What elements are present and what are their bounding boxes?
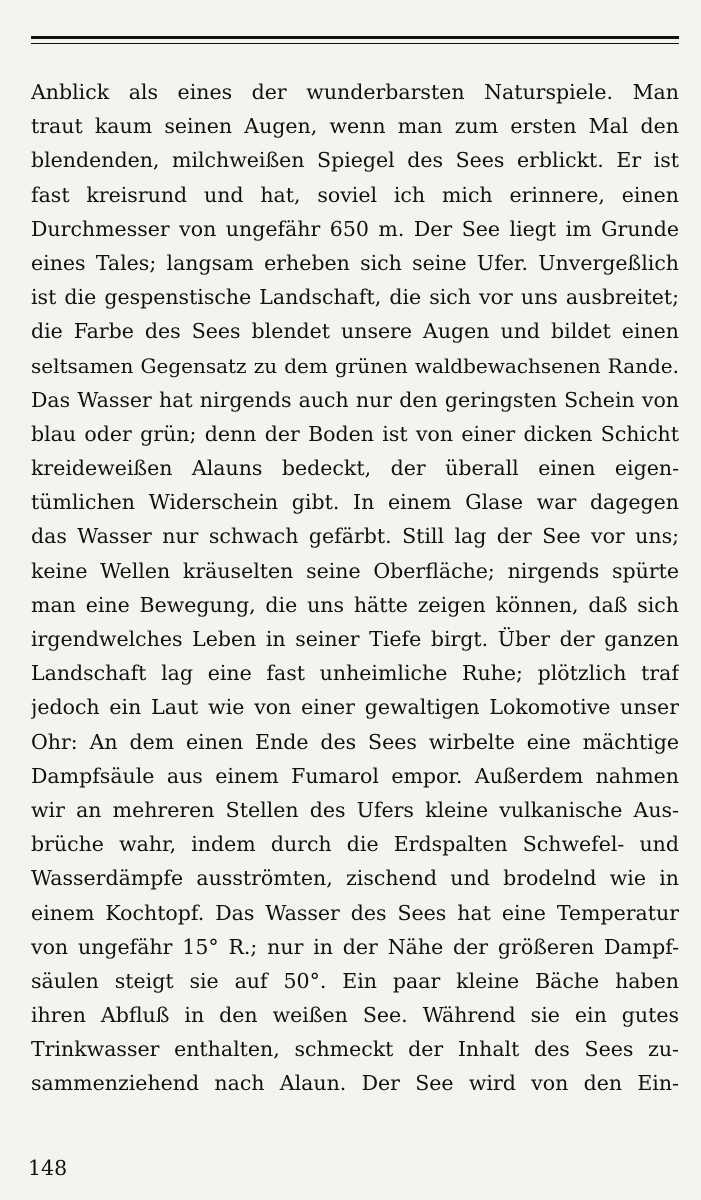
text-line: ihren Abfluß in den weißen See. Während sie ein gutes	[31, 1003, 679, 1028]
body-text	[31, 75, 679, 1101]
text-line: keine Wellen kräuselten seine Oberfläche; nirgends spürte	[31, 558, 679, 583]
text-line: eines Tales; langsam erheben sich seine Ufer. Unvergeßlich	[31, 250, 679, 275]
text-line: brüche wahr, indem durch die Erdspalten Schwefel- und	[31, 832, 679, 857]
text-line: tümlichen Widerschein gibt. In einem Glase war dagegen	[31, 490, 679, 515]
text-line: Dampfsäule aus einem Fumarol empor. Außerdem nahmen	[31, 763, 679, 788]
text-line: die Farbe des Sees blendet unsere Augen und bildet einen	[31, 319, 679, 344]
text-line: von ungefähr 15° R.; nur in der Nähe der größeren Dampf-	[31, 934, 679, 959]
text-line: kreideweißen Alauns bedeckt, der überall einen eigen-	[31, 456, 679, 481]
text-line: blendenden, milchweißen Spiegel des Sees erblickt. Er ist	[31, 148, 679, 173]
text-line: säulen steigt sie auf 50°. Ein paar kleine Bäche haben	[31, 968, 679, 993]
text-line: Ohr: An dem einen Ende des Sees wirbelte eine mächtige	[31, 729, 679, 754]
text-line: Trinkwasser enthalten, schmeckt der Inhalt des Sees zu-	[31, 1037, 679, 1062]
top-rule-thin	[31, 43, 679, 44]
text-line: Anblick als eines der wunderbarsten Naturspiele. Man	[31, 80, 679, 104]
text-line: blau oder grün; denn der Boden ist von einer dicken Schicht	[31, 421, 679, 446]
text-line: fast kreisrund und hat, soviel ich mich erinnere, einen	[31, 182, 679, 207]
text-line: ist die gespenstische Landschaft, die sich vor uns ausbreitet;	[31, 285, 679, 310]
page-number: 148	[28, 1156, 68, 1180]
text-line: seltsamen Gegensatz zu dem grünen waldbewachsenen Rande.	[31, 353, 679, 378]
text-line: Wasserdämpfe ausströmten, zischend und brodelnd wie in	[31, 866, 679, 891]
text-line: Durchmesser von ungefähr 650 m. Der See liegt im Grunde	[31, 216, 679, 241]
text-line: irgendwelches Leben in seiner Tiefe birgt. Über der ganzen	[31, 627, 679, 651]
text-line: Das Wasser hat nirgends auch nur den geringsten Schein von	[31, 387, 679, 412]
top-rule-thick	[31, 36, 679, 39]
text-line: sammenziehend nach Alaun. Der See wird von den Ein-	[31, 1071, 679, 1096]
text-line: man eine Bewegung, die uns hätte zeigen können, daß sich	[31, 592, 679, 617]
text-line: traut kaum seinen Augen, wenn man zum ersten Mal den	[31, 114, 679, 139]
text-line: Landschaft lag eine fast unheimliche Ruhe; plötzlich traf	[31, 661, 679, 686]
text-line: jedoch ein Laut wie von einer gewaltigen Lokomotive unser	[31, 695, 679, 720]
text-line: wir an mehreren Stellen des Ufers kleine vulkanische Aus-	[31, 797, 679, 822]
text-line: einem Kochtopf. Das Wasser des Sees hat eine Temperatur	[31, 900, 679, 925]
text-line: das Wasser nur schwach gefärbt. Still lag der See vor uns;	[31, 524, 679, 549]
